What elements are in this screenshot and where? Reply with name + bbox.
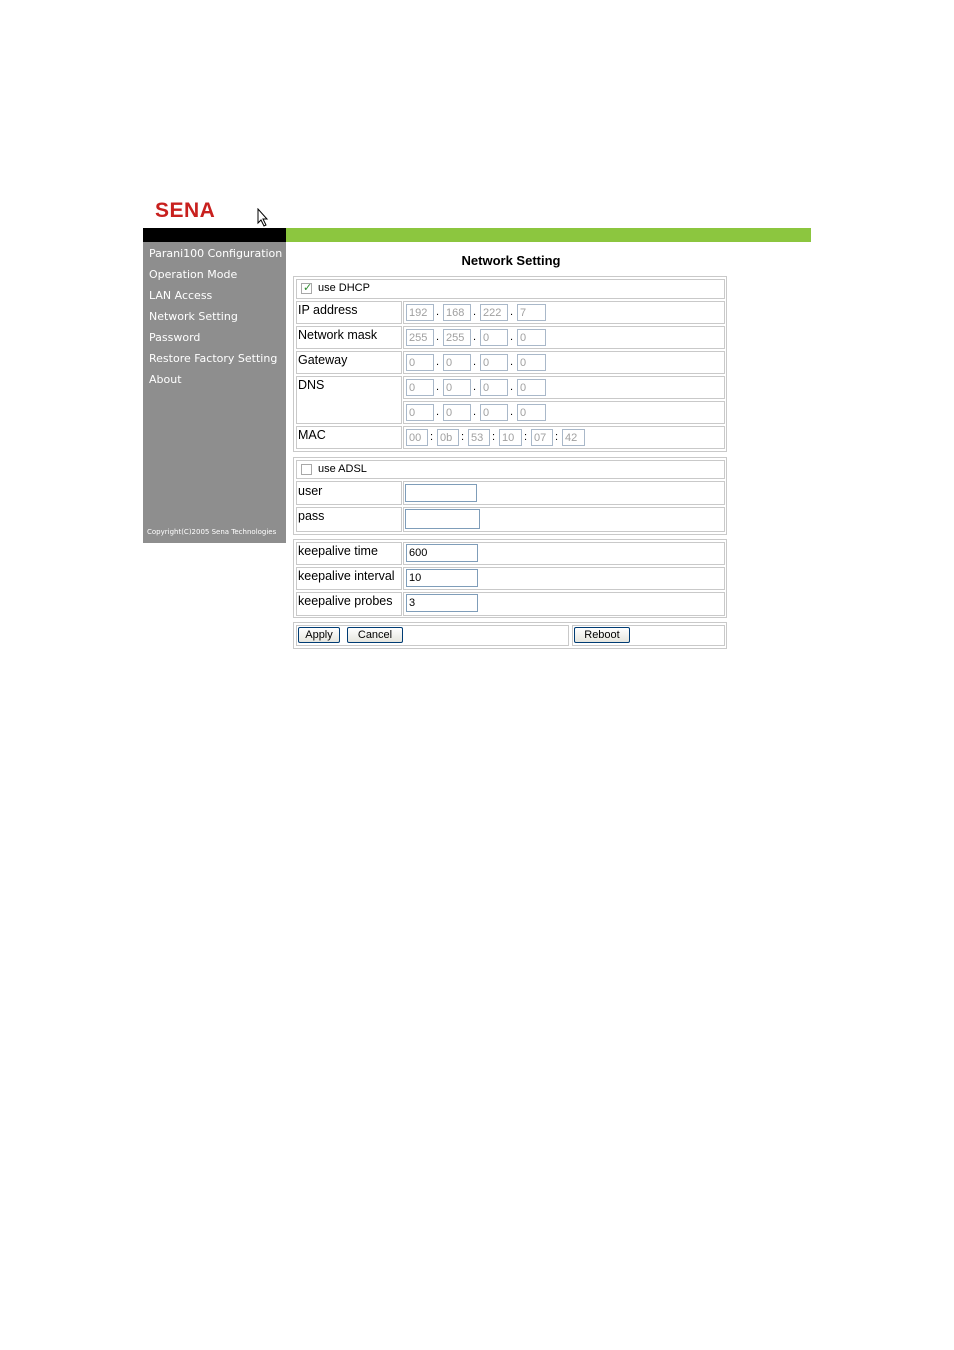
mac-separator-2: : [461, 431, 465, 443]
keepalive-interval-input[interactable] [406, 569, 478, 587]
adsl-user-input[interactable] [405, 484, 477, 502]
sidebar-item-network-setting[interactable]: Network Setting [149, 310, 238, 323]
dns1-octet-2[interactable] [443, 379, 471, 396]
mask-separator-2: . [473, 331, 477, 343]
mac-byte-1[interactable] [406, 429, 428, 446]
user-label: user [298, 484, 323, 498]
mac-byte-5[interactable] [531, 429, 553, 446]
mask-separator-1: . [436, 331, 440, 343]
ip-separator-3: . [510, 306, 514, 318]
dns-label: DNS [298, 378, 325, 392]
sena-logo: SENA [155, 199, 216, 222]
dns1-octet-4[interactable] [517, 379, 546, 396]
sidebar-item-about[interactable]: About [149, 373, 182, 386]
dns2-separator-3: . [510, 406, 514, 418]
gateway-octet-2[interactable] [443, 354, 471, 371]
dns1-separator-3: . [510, 381, 514, 393]
dns1-separator-2: . [473, 381, 477, 393]
dns1-octet-1[interactable] [406, 379, 434, 396]
use-dhcp-label: use DHCP [318, 282, 370, 294]
dns2-octet-1[interactable] [406, 404, 434, 421]
dns2-separator-2: . [473, 406, 477, 418]
mac-byte-4[interactable] [499, 429, 522, 446]
mask-octet-1[interactable] [406, 329, 434, 346]
adsl-pass-input[interactable] [405, 509, 480, 529]
ip-separator-1: . [436, 306, 440, 318]
dns2-octet-4[interactable] [517, 404, 546, 421]
dns2-separator-1: . [436, 406, 440, 418]
mouse-cursor-icon [257, 208, 269, 228]
sidebar-item-configuration[interactable]: Parani100 Configuration [149, 247, 283, 260]
ip-octet-2[interactable] [443, 304, 471, 321]
sidebar-item-operation-mode[interactable]: Operation Mode [149, 268, 238, 281]
gateway-octet-3[interactable] [480, 354, 508, 371]
dns2-octet-3[interactable] [480, 404, 508, 421]
use-adsl-checkbox[interactable] [301, 464, 312, 475]
sidebar-item-lan-access[interactable]: LAN Access [149, 289, 213, 302]
mask-separator-3: . [510, 331, 514, 343]
gateway-separator-3: . [510, 356, 514, 368]
mac-separator-4: : [524, 431, 528, 443]
ip-octet-4[interactable] [517, 304, 546, 321]
gateway-octet-4[interactable] [517, 354, 546, 371]
sidebar [143, 242, 286, 543]
ip-octet-3[interactable] [480, 304, 508, 321]
keepalive-probes-input[interactable] [406, 594, 478, 612]
keepalive-time-label: keepalive time [298, 544, 378, 558]
cancel-button[interactable]: Cancel [347, 627, 403, 643]
dns1-octet-3[interactable] [480, 379, 508, 396]
mac-separator-1: : [430, 431, 434, 443]
ip-address-label: IP address [298, 303, 358, 317]
mask-octet-4[interactable] [517, 329, 546, 346]
mac-byte-3[interactable] [468, 429, 490, 446]
network-mask-label: Network mask [298, 328, 378, 342]
copyright-text: Copyright(C)2005 Sena Technologies [147, 528, 277, 536]
mac-byte-2[interactable] [437, 429, 459, 446]
mac-separator-3: : [492, 431, 496, 443]
mac-byte-6[interactable] [562, 429, 585, 446]
dns1-separator-1: . [436, 381, 440, 393]
keepalive-interval-label: keepalive interval [298, 569, 395, 583]
apply-button[interactable]: Apply [298, 627, 340, 643]
use-adsl-label: use ADSL [318, 463, 367, 475]
mac-label: MAC [298, 428, 326, 442]
header-bar-green [286, 228, 811, 242]
gateway-label: Gateway [298, 353, 348, 367]
sidebar-item-restore-factory[interactable]: Restore Factory Setting [149, 352, 278, 365]
sidebar-item-password[interactable]: Password [149, 331, 201, 344]
checkmark-icon: ✓ [303, 281, 313, 294]
gateway-separator-2: . [473, 356, 477, 368]
pass-label: pass [298, 509, 325, 523]
mask-octet-3[interactable] [480, 329, 508, 346]
header-bar-black [143, 228, 286, 242]
gateway-separator-1: . [436, 356, 440, 368]
gateway-octet-1[interactable] [406, 354, 434, 371]
ip-octet-1[interactable] [406, 304, 434, 321]
mask-octet-2[interactable] [443, 329, 471, 346]
keepalive-probes-label: keepalive probes [298, 594, 393, 608]
reboot-button[interactable]: Reboot [574, 627, 630, 643]
use-dhcp-checkbox[interactable] [301, 283, 312, 294]
dns2-octet-2[interactable] [443, 404, 471, 421]
page-title: Network Setting [461, 253, 561, 268]
mac-separator-5: : [555, 431, 559, 443]
ip-separator-2: . [473, 306, 477, 318]
keepalive-time-input[interactable] [406, 544, 478, 562]
